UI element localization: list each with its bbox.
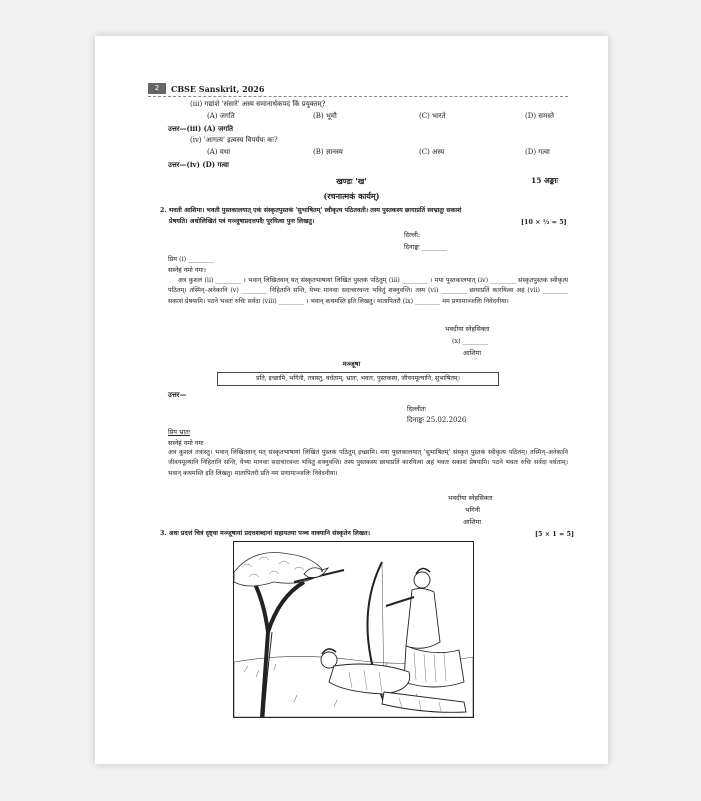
illustration-figure [233, 541, 474, 718]
page-number: 2 [148, 83, 166, 94]
question-2-marks: [10 × ½ = 5] [521, 218, 567, 226]
answer-date: दिनाङ्कः 25.02.2026 [407, 416, 467, 424]
section-marks: 15 अङ्काः [531, 176, 558, 185]
question-iv: (iv) 'आगत्य' इत्यस्य विपर्ययः कः? [190, 136, 278, 144]
answer-signature: आशिमा [463, 518, 482, 526]
answer-greeting: प्रिय भ्रातः [168, 428, 191, 436]
letter-salutation: सस्नेहं नमो नमः। [168, 266, 206, 274]
option-a: (A) जगति [207, 112, 235, 120]
answer-iv: उत्तर—(iv) (D) गत्वा [168, 160, 229, 169]
option-d: (D) समस्ते [525, 112, 554, 120]
question-2-line2: प्रेषयति। अधोलिखितं पत्रं मञ्जूषाप्रदत्तपदैः पूरयित्वा पुनः लिखतु। [169, 218, 315, 225]
section-subtitle: (रचनात्मकं कार्यम्) [323, 191, 380, 201]
letter-signature: आशिमा [463, 349, 482, 357]
option-b: (B) ज्ञानस्य [313, 148, 343, 156]
answer-label: उत्तर— [168, 390, 187, 399]
letter-greeting: प्रिय (i) ________ [168, 255, 214, 263]
letter-body: अत्र कुशलं (ii) ________ । भवान् लिखितवान् यत् संस्कृतभाषायां लिखितं पुस्तकं पठितुम् (iii) ________ । मया पुस्तकालयात् (iv) ________ संस्कृतपुस्तकं स्वीकृत्य पठितम्। तस्मिन्–अनेकानि (v) ________ निहितानि सन्ति, येभ्यः मानवाः सदाचारवन्तः भवितुं शक्नुवन्ति। तस्य (vi) ________ छायाप्रतिं कारयित्वा अहं (vii) ________ सकाशं प्रेषयामि। पठने भवतः रुचिः सर्वदा (viii) ________ । भवान् कथमस्ति इति लिखतु। मातापितरौ (ix) ________ मम प्रणामाञ्जलिः निवेदनीया। [168, 277, 568, 305]
letter-blank-x: (x) ________ [452, 337, 489, 345]
answer-relation: भगिनी [465, 506, 480, 514]
option-a: (A) यथा [207, 148, 231, 156]
header-divider [148, 96, 568, 97]
question-3: 3. अधः प्रदत्तं चित्रं दृष्ट्वा मञ्जूषायां प्रदत्तशब्दानां सहायतया पञ्च वाक्यानि संस्कृतेन लिखत। [160, 530, 371, 537]
manjusha-title: मञ्जूषा [342, 360, 361, 368]
manjusha-box [217, 372, 499, 386]
answer-salutation: सस्नेहं नमो नमः [168, 439, 204, 447]
rama-lakshmana-illustration [234, 542, 473, 717]
letter-date: दिनाङ्कः ________ [404, 243, 448, 251]
option-c: (C) अस्य [419, 148, 445, 156]
document-page [95, 36, 608, 764]
option-b: (B) भूमौ [313, 112, 337, 120]
section-title: खण्डः 'ख' [336, 176, 367, 186]
answer-closing: भवदीया स्नेहसिक्ता [448, 494, 493, 502]
answer-place: दिल्लीतः [407, 405, 426, 413]
question-2-line1: 2. भवती आशिमा। भवती पुस्तकालयात् एकं संस्कृतपुस्तकं 'सुभाषितम्' स्वीकृत्य पठितवती। तस्य पुस्तकस्य छायाप्रतिं स्वभ्रातुः सकाशं [160, 207, 462, 214]
option-c: (C) भारते [419, 112, 446, 120]
letter-place: दिल्ली: [404, 231, 421, 239]
letter-closing: भवदीया स्नेहसिक्ता [445, 325, 490, 333]
question-3-marks: [5 × 1 = 5] [535, 530, 574, 538]
book-title: CBSE Sanskrit, 2026 [171, 84, 265, 94]
answer-iii: उत्तर—(iii) (A) जगति [168, 124, 234, 133]
answer-body: अत्र कुशलं तत्रास्तु। भवान् लिखितवान् यत् संस्कृतभाषायां लिखितं पुस्तकं पठितुम् इच्छामि। मया पुस्तकालयात् 'सुभाषितम्' संस्कृत पुस्तकं स्वीकृत्य पठितम्। तस्मिन्–अनेकानि जीवनमूल्यानि निहितानि सन्ति, येभ्यः मानवाः सदाचारवन्तः भवितुं शक्नुवन्ति। तस्य पुस्तकस्य छायाप्रतिं कारयित्वा अहं भवतः सकाशं प्रेषयामि। पठने भवतः रुचिः सर्वदा वर्धताम्। भवान् कथमस्ति इति लिखतु। मातापितरौ प्रति मम प्रणामाञ्जलिः निवेदनीया। [168, 449, 568, 477]
manjusha-words: प्रति, इच्छामि, भगिनी, तत्रास्तु, वर्धताम्, भ्रातः, भवतः, पुस्तकस्य, जीवनमूल्यानि, सुभाषितम्। [256, 375, 460, 382]
option-d: (D) गत्वा [525, 148, 550, 156]
question-iii: (iii) गद्यांशे 'संसारे' अस्य समानार्थकपदं किं प्रयुक्तम्? [190, 100, 326, 108]
